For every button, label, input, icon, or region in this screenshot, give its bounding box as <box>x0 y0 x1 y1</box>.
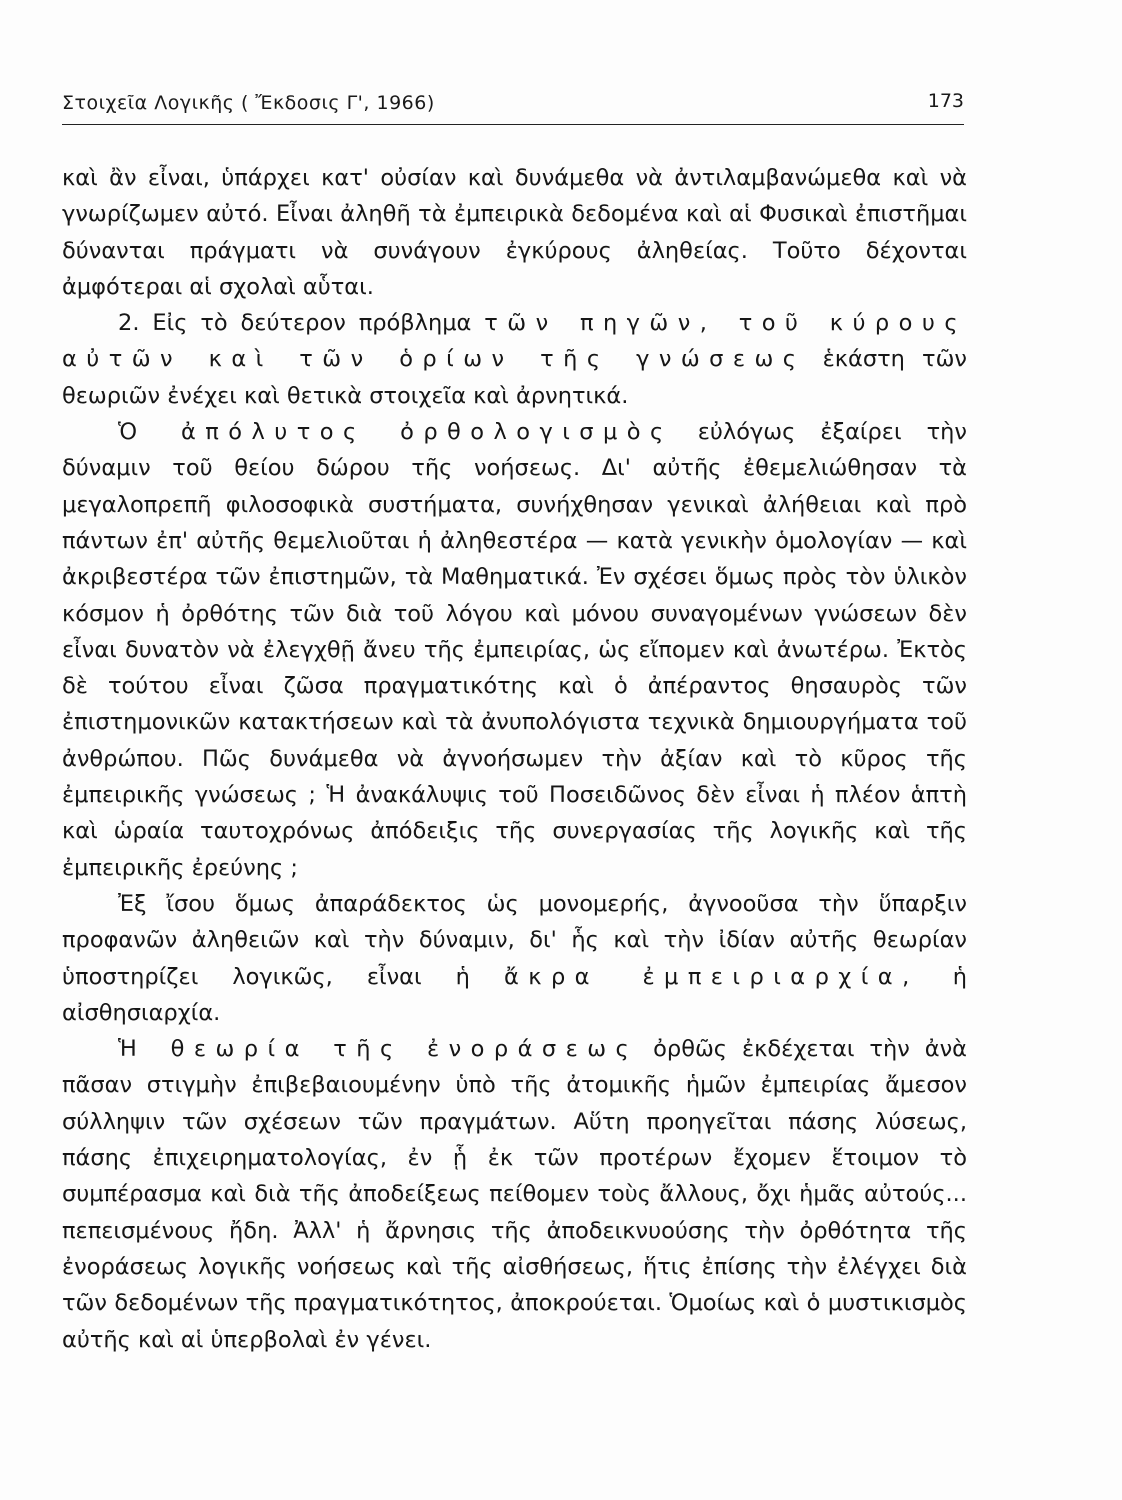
spaced-emphasis: ἄκρα ἐμπειριαρχία, <box>503 963 919 990</box>
paragraph <box>62 886 967 1031</box>
spaced-emphasis: Ἡ θεωρία τῆς ἐνοράσεως <box>118 1036 639 1063</box>
text-run: εὐλόγως ἐξαίρει τὴν δύναμιν τοῦ θείου δώρου τῆς νοήσεως. Δι' αὐτῆς ἐθεμελιώθησαν τὰ μεγαλοπρεπῆ φιλοσοφικὰ συστήματα, συνήχθησαν γενικαὶ ἀλήθειαι καὶ πρὸ πάντων ἐπ' αὐτῆς θεμελιοῦται ἡ ἀληθεστέρα — κατὰ γενικὴν ὁμολογίαν — καὶ ἀκριβεστέρα τῶν ἐπιστημῶν, τὰ Μαθηματικά. Ἐν σχέσει ὅμως πρὸς τὸν ὑλικὸν κόσμον ἡ ὀρθότης τῶν διὰ τοῦ λόγου καὶ μόνου συναγομένων γνώσεων δὲν εἶναι δυνατὸν νὰ ἐλεγχθῇ ἄνευ τῆς ἐμπειρίας, ὡς εἴπομεν καὶ ἀνωτέρω. Ἐκτὸς δὲ τούτου εἶναι ζῶσα πραγματικότης καὶ ὁ ἀπέραντος θησαυρὸς τῶν ἐπιστημονικῶν κατακτήσεων καὶ τὰ ἀνυπολόγιστα τεχνικὰ δημιουργήματα τοῦ ἀνθρώπου. Πῶς δυνάμεθα νὰ ἀγνοήσωμεν τὴν ἀξίαν καὶ τὸ κῦρος τῆς ἐμπειρικῆς γνώσεως ; Ἡ ἀνακάλυψις τοῦ Ποσειδῶνος δὲν εἶναι ἡ πλέον ἁπτὴ καὶ ὡραία ταυτοχρόνως ἀπόδειξις τῆς συνεργασίας τῆς λογικῆς καὶ τῆς ἐμπειρικῆς ἐρεύνης ; <box>62 419 967 881</box>
text-run: Ἐξ ἴσου ὅμως ἀπαράδεκτος ὡς μονομερής, ἀγνοοῦσα τὴν ὕπαρξιν προφανῶν ἀληθειῶν καὶ τὴν δύναμιν, δι' ἧς καὶ τὴν ἰδίαν αὐτῆς θεωρίαν ὑποστηρίζει λογικῶς, εἶναι ἡ <box>62 890 967 990</box>
text-run: ὀρθῶς ἐκδέχεται τὴν ἀνὰ πᾶσαν στιγμὴν ἐπιβεβαιουμένην ὑπὸ τῆς ἀτομικῆς ἡμῶν ἐμπειρίας ἄμεσον σύλληψιν τῶν σχέσεων τῶν πραγμάτων. Αὕτη προηγεῖται πάσης λύσεως, πάσης ἐπιχειρηματολογίας, ἐν ᾗ ἐκ τῶν προτέρων ἔχομεν ἕτοιμον τὸ συμπέρασμα καὶ διὰ τῆς ἀποδείξεως πείθομεν τοὺς ἄλλους, ὄχι ἡμᾶς αὐτούς... πεπεισμένους ἤδη. Ἀλλ' ἡ ἄρνησις τῆς ἀποδεικνυούσης τὴν ὀρθότητα τῆς ἐνοράσεως λογικῆς νοήσεως καὶ τῆς αἰσθήσεως, ἥτις ἐπίσης τὴν ἐλέγχει διὰ τῶν δεδομένων τῆς πραγματικότητος, ἀποκρούεται. Ὁμοίως καὶ ὁ μυστικισμὸς αὐτῆς καὶ αἱ ὑπερβολαὶ ἐν γένει. <box>62 1036 968 1353</box>
header-rule <box>62 124 964 125</box>
body-text <box>62 160 967 1358</box>
paragraph <box>62 160 967 305</box>
running-header <box>62 88 964 122</box>
page-number: 173 <box>927 90 964 112</box>
paragraph <box>62 414 967 886</box>
running-title: Στοιχεῖα Λογικῆς ( Ἔκδοσις Γ', 1966) <box>62 92 435 114</box>
text-run: 2. Εἰς τὸ δεύτερον πρόβλημα <box>118 310 485 337</box>
paragraph <box>62 1031 967 1358</box>
spaced-emphasis: Ὁ ἀπόλυτος ὀρθολογισμὸς <box>118 419 673 446</box>
text-run: ἡ αἰσθησιαρχία. <box>62 963 967 1026</box>
spaced-emphasis: τῶν πηγῶν, τοῦ κύρους αὐτῶν καὶ τῶν ὁρίων τῆς γνώσεως <box>62 310 967 373</box>
text-run: καὶ ἂν εἶναι, ὑπάρχει κατ' οὐσίαν καὶ δυνάμεθα νὰ ἀντιλαμβανώμεθα καὶ νὰ γνωρίζωμεν αὐτό. Εἶναι ἀληθῆ τὰ ἐμπειρικὰ δεδομένα καὶ αἱ Φυσικαὶ ἐπιστῆμαι δύνανται πράγματι νὰ συνάγουν ἐγκύρους ἀληθείας. Τοῦτο δέχονται ἀμφότεραι αἱ σχολαὶ αὗται. <box>62 165 967 300</box>
text-run: ἑκάστη τῶν θεωριῶν ἐνέχει καὶ θετικὰ στοιχεῖα καὶ ἀρνητικά. <box>62 346 967 409</box>
paragraph <box>62 305 967 414</box>
